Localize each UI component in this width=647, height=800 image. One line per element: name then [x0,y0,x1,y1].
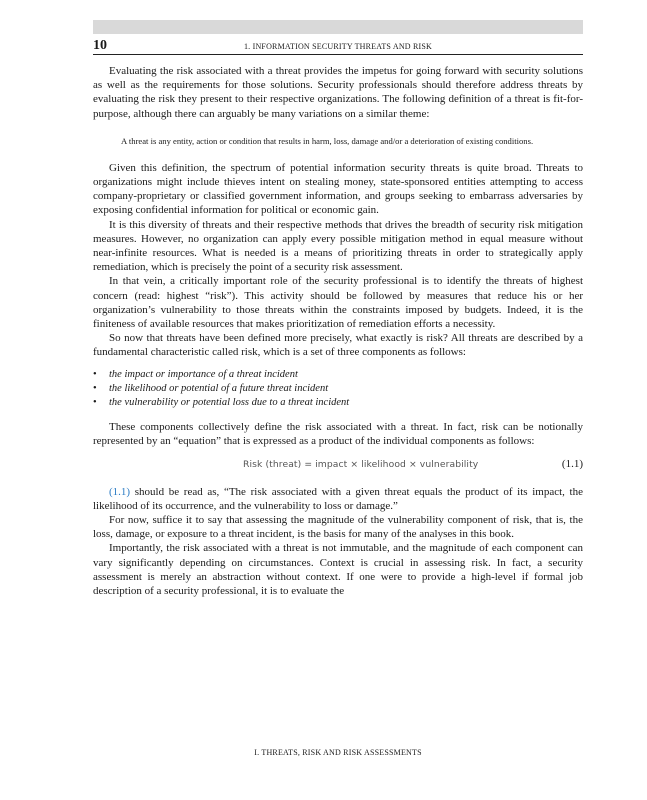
list-item: • the likelihood or potential of a future threat incident [93,382,583,396]
paragraph-1: Evaluating the risk associated with a threat provides the impetus for going forward with security solutions as well as the requirements for those solutions. Security professionals should therefore address threats by evaluating the risk they present to their respective organizations. The following definition of a threat is fit-for-purpose, although there can arguably be many variations on a similar theme: [93,65,583,120]
equation-number: (1.1) [561,457,583,470]
paragraph-7-text: should be read as, “The risk associated with a given threat equals the product of its impact, the likelihood of its occurrence, and the vulnerability to loss or damage.” [93,485,583,512]
page-number: 10 [93,38,107,53]
risk-equation [93,451,583,479]
threat-definition-text: A threat is any entity, action or condition that results in harm, loss, damage and/or a deterioration of existing conditions. [121,135,534,146]
top-band [93,20,583,34]
list-item: • the vulnerability or potential loss due to a threat incident [93,396,583,410]
paragraph-6: These components collectively define the risk associated with a threat. In fact, risk can be notionally represented by an “equation” that is expressed as a product of the individual components as follows: [93,421,583,448]
risk-components-list [93,368,583,411]
page-footer: I. THREATS, RISK AND RISK ASSESSMENTS [254,748,422,757]
running-title: 1. INFORMATION SECURITY THREATS AND RISK [243,42,432,51]
paragraph-9: Importantly, the risk associated with a threat is not immutable, and the magnitude of each component can vary significantly depending on circumstances. Context is crucial in assessing risk. In fact, a security assessment is merely an abstraction without context. If one were to provide a high-level if formal job description of a security professional, it is to evaluate the [93,542,583,598]
list-item: • the impact or importance of a threat incident [93,368,583,382]
page-header [93,36,583,55]
page-body [93,64,583,598]
paragraph-7 [93,485,583,513]
equation-body: Risk (threat) = impact × likelihood × vulnerability [243,458,479,470]
paragraph-3: It is this diversity of threats and their respective methods that drives the breadth of security risk mitigation measures. However, no organization can apply every possible mitigation method in equal measure without near-infinite resources. What is needed is a means of prioritizing threats in order to strategically apply remediation, which is precisely the point of a security risk assessment. [93,218,583,274]
paragraph-4: In that vein, a critically important role of the security professional is to identify the threats of highest concern (read: highest “risk”). This activity should be followed by measures that reduce his or her organization’s vulnerability to those threats within the constraints imposed by budgets. Indeed, it is the finiteness of available resources that makes prioritization of remediation efforts a necessity. [93,275,583,331]
equation-reference-link[interactable]: (1.1) [109,485,131,498]
paragraph-2: Given this definition, the spectrum of potential information security threats is quite broad. Threats to organizations might include thieves intent on stealing money, state-sponsored entities attempting to access company-proprietary or classified government information, and groups seeking to embarrass adversaries by exposing confidential information for political or economic gain. [93,161,583,217]
paragraph-5: So now that threats have been defined more precisely, what exactly is risk? All threats are described by a fundamental characteristic called risk, which is a set of three components as follows: [93,332,583,359]
threat-definition [93,135,583,147]
paragraph-8: For now, suffice it to say that assessing the magnitude of the vulnerability component of risk, that is, the loss, damage, or exposure to a threat incident, is the basis for many of the analyses in this book. [93,514,583,541]
